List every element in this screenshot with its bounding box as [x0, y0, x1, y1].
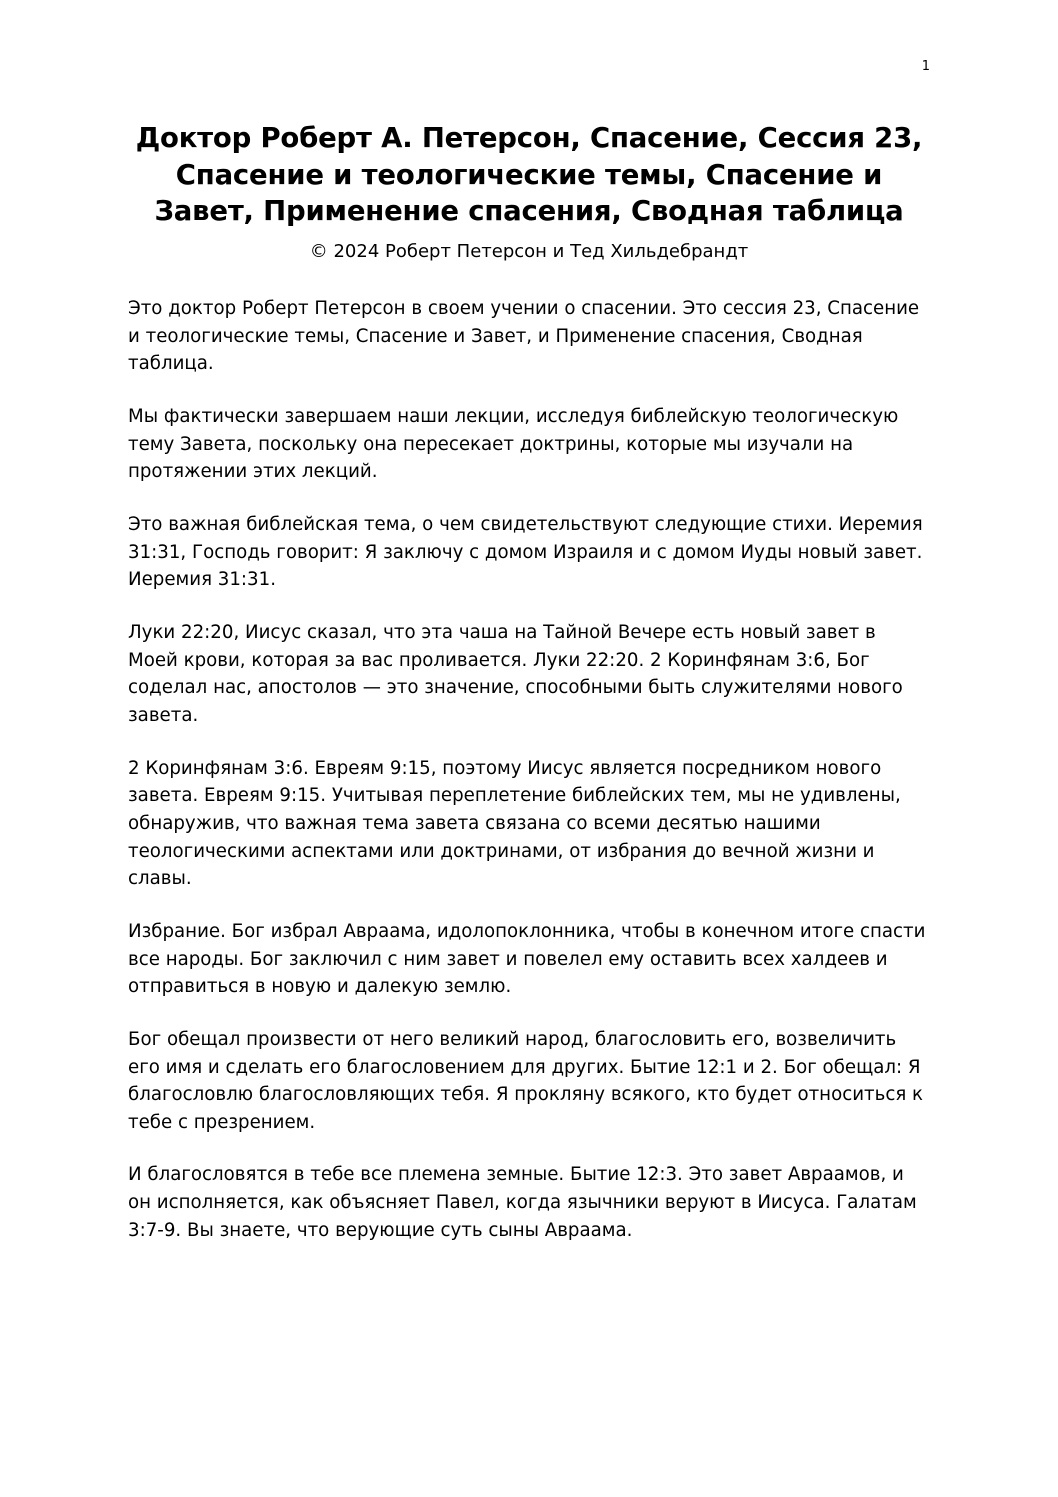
- paragraph: Избрание. Бог избрал Авраама, идолопоклонника, чтобы в конечном итоге спасти все народы. Бог заключил с ним завет и повелел ему оставить всех халдеев и отправиться в новую и далекую землю.: [128, 920, 926, 998]
- paragraph: 2 Коринфянам 3:6. Евреям 9:15, поэтому Иисус является посредником нового завета. Евреям 9:15. Учитывая переплетение библейских тем, мы не удивлены, обнаружив, что важная тема завета связана со всеми десятью нашими теологическими аспектами или доктринами, от избрания до вечной жизни и славы.: [128, 757, 901, 890]
- paragraph: Бог обещал произвести от него великий народ, благословить его, возвеличить его имя и сделать его благословением для других. Бытие 12:1 и 2. Бог обещал: Я благословлю благословляющих тебя. Я прокляну всякого, кто будет относиться к тебе с презрением.: [128, 1028, 924, 1133]
- paragraph: Луки 22:20, Иисус сказал, что эта чаша на Тайной Вечере есть новый завет в Моей крови, которая за вас проливается. Луки 22:20. 2 Коринфянам 3:6, Бог соделал нас, апостолов — это значение, способными быть служителями нового завета.: [128, 621, 903, 726]
- paragraph: И благословятся в тебе все племена земные. Бытие 12:3. Это завет Авраамов, и он исполняется, как объясняет Павел, когда язычники веруют в Иисуса. Галатам 3:7-9. Вы знаете, что верующие суть сыны Авраама.: [128, 1164, 917, 1241]
- body-text: [128, 295, 930, 1244]
- page-title: Доктор Роберт А. Петерсон, Спасение, Сессия 23, Спасение и теологические темы, Спасение и Завет, Применение спасения, Сводная таблица: [135, 122, 923, 228]
- page-number: 1: [921, 59, 930, 74]
- paragraph: Мы фактически завершаем наши лекции, исследуя библейскую теологическую тему Завета, поскольку она пересекает доктрины, которые мы изучали на протяжении этих лекций.: [128, 406, 899, 483]
- paragraph: Это важная библейская тема, о чем свидетельствуют следующие стихи. Иеремия 31:31, Господь говорит: Я заключу с домом Израиля и с домом Иуды новый завет. Иеремия 31:31.: [128, 514, 923, 591]
- copyright-line: © 2024 Роберт Петерсон и Тед Хильдебрандт: [309, 240, 749, 262]
- paragraph: Это доктор Роберт Петерсон в своем учении о спасении. Это сессия 23, Спасение и теологические темы, Спасение и Завет, и Применение спасения, Сводная таблица.: [128, 298, 920, 375]
